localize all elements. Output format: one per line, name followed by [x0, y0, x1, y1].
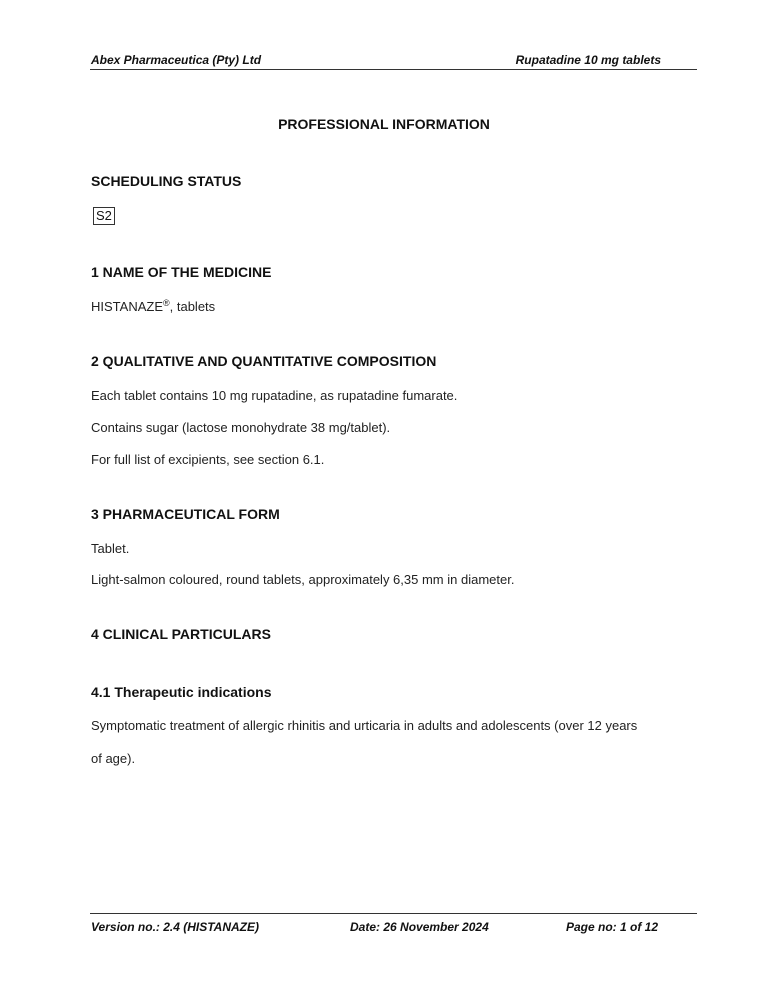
footer-version: Version no.: 2.4 (HISTANAZE): [91, 920, 260, 934]
composition-paragraph-3: For full list of excipients, see section 6.1.: [91, 452, 325, 467]
schedule-status-badge: S2: [93, 207, 115, 225]
medicine-brand: HISTANAZE: [91, 299, 163, 314]
medicine-form: , tablets: [169, 299, 216, 314]
form-paragraph-1: Tablet.: [91, 541, 130, 556]
composition-paragraph-1: Each tablet contains 10 mg rupatadine, as rupatadine fumarate.: [91, 388, 458, 403]
section-3-heading: 3 PHARMACEUTICAL FORM: [91, 506, 280, 522]
section-1-heading: 1 NAME OF THE MEDICINE: [91, 264, 272, 280]
header-product: Rupatadine 10 mg tablets: [515, 53, 661, 67]
footer-date: Date: 26 November 2024: [350, 920, 489, 934]
registered-mark: ®: [163, 298, 170, 308]
document-title: PROFESSIONAL INFORMATION: [278, 116, 490, 132]
indications-line-1: Symptomatic treatment of allergic rhinitis and urticaria in adults and adolescents (over 12 years: [91, 718, 638, 733]
section-4-1-heading: 4.1 Therapeutic indications: [91, 684, 272, 700]
header-company: Abex Pharmaceutica (Pty) Ltd: [91, 53, 262, 67]
footer-page-number: Page no: 1 of 12: [566, 920, 659, 934]
composition-paragraph-2: Contains sugar (lactose monohydrate 38 mg/tablet).: [91, 420, 391, 435]
scheduling-status-heading: SCHEDULING STATUS: [91, 173, 242, 189]
section-2-heading: 2 QUALITATIVE AND QUANTITATIVE COMPOSITION: [91, 353, 437, 369]
indications-line-2: of age).: [91, 751, 136, 766]
page-footer: [90, 913, 697, 934]
medicine-name: [91, 299, 215, 314]
page-header: [90, 53, 697, 70]
section-4-heading: 4 CLINICAL PARTICULARS: [91, 626, 271, 642]
form-paragraph-2: Light-salmon coloured, round tablets, approximately 6,35 mm in diameter.: [91, 572, 515, 587]
